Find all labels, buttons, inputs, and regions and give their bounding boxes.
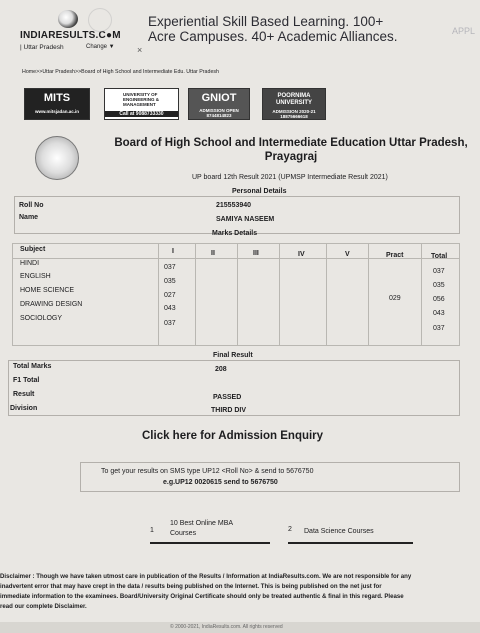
table-row-total: 056 — [433, 296, 445, 303]
col-header-i: I — [172, 248, 174, 255]
related-link-mba[interactable] — [150, 520, 270, 544]
sms-info-line1: To get your results on SMS type UP12 <Roll No> & send to 5676750 — [101, 468, 314, 475]
sms-info-box — [80, 462, 460, 492]
board-emblem-icon — [35, 136, 79, 180]
breadcrumb[interactable]: Home>>Uttar Pradesh>>Board of High School and Intermediate Edu. Uttar Pradesh — [22, 69, 219, 75]
logo-emblem-icon — [58, 10, 78, 28]
result-title: UP board 12th Result 2021 (UPMSP Intermediate Result 2021) — [192, 174, 388, 181]
banner-ad-mits[interactable]: MITS www.mitsjadan.ac.in — [24, 88, 90, 120]
personal-details-heading: Personal Details — [232, 188, 287, 195]
result-value: PASSED — [213, 394, 242, 401]
table-row-pract: 029 — [389, 295, 401, 302]
related-link-data-science[interactable] — [288, 520, 413, 544]
ad-apply-button[interactable]: APPL — [452, 26, 476, 36]
col-header-pract: Pract — [386, 252, 404, 259]
roll-no-value: 215553940 — [216, 202, 252, 209]
col-header-iii: III — [253, 250, 259, 257]
banner-ad-uem[interactable]: UNIVERSITY OF ENGINEERING & MANAGEMENT Call at 9088733330 — [104, 88, 179, 120]
final-result-heading: Final Result — [213, 352, 253, 359]
table-row-subject: DRAWING DESIGN — [20, 301, 83, 308]
table-row-subject: ENGLISH — [20, 273, 51, 280]
table-row-i: 035 — [164, 278, 176, 285]
total-marks-label: Total Marks — [13, 363, 52, 370]
table-row-total: 043 — [433, 310, 445, 317]
ad-headline-2[interactable]: Acre Campuses. 40+ Academic Alliances. — [148, 29, 398, 44]
location-label: | Uttar Pradesh — [20, 44, 64, 51]
col-header-iv: IV — [298, 251, 305, 258]
table-row-i: 027 — [164, 292, 176, 299]
ad-close-icon[interactable]: × — [137, 45, 143, 55]
table-row-subject: HOME SCIENCE — [20, 287, 75, 294]
link-label: Data Science Courses — [304, 528, 374, 535]
col-header-v: V — [345, 251, 350, 258]
link-label: 10 Best Online MBA — [170, 520, 234, 527]
change-location-button[interactable]: Change ▼ — [86, 44, 115, 50]
col-header-total: Total — [431, 253, 448, 260]
table-row-subject: HINDI — [20, 260, 40, 267]
name-value: SAMIYA NASEEM — [216, 216, 275, 223]
col-header-subject: Subject — [20, 246, 46, 253]
col-header-ii: II — [211, 250, 215, 257]
ad-headline-1[interactable]: Experiential Skill Based Learning. 100+ — [148, 14, 384, 29]
admission-enquiry-link[interactable]: Click here for Admission Enquiry — [142, 430, 324, 442]
result-label: Result — [13, 391, 35, 398]
total-marks-value: 208 — [215, 366, 227, 373]
link-label-2: Courses — [170, 530, 197, 537]
division-label: Division — [10, 405, 38, 412]
table-row-i: 037 — [164, 320, 176, 327]
footer-copyright: © 2000-2021, IndiaResults.com. All rights reserved — [170, 624, 283, 630]
disclaimer-text: Disclaimer : Though we have taken utmost care in publication of the Results / Information at IndiaResults.com. We are not responsible for any inadvertent error that may have crept in the data / results being published on the Internet. This is being published on the net just for immediate information to the examinees. Board/University Original Certificate should only be treated authentic & final in this regard. Please read our complete Disclaimer. — [0, 573, 412, 610]
banner-ad-poornima[interactable]: POORNIMA UNIVERSITY ADMISSION 2020-21 18875666618 — [262, 88, 326, 120]
table-row-total: 037 — [433, 268, 445, 275]
table-row-total: 035 — [433, 282, 445, 289]
board-title-line2: Prayagraj — [264, 151, 318, 163]
name-label: Name — [19, 214, 39, 221]
banner-ad-gniot[interactable]: GNIOT ADMISSION OPEN 8744814823 — [188, 88, 250, 120]
sms-info-line2: e.g.UP12 0020615 send to 5676750 — [163, 479, 278, 486]
division-value: THIRD DIV — [211, 407, 246, 414]
table-row-i: 043 — [164, 305, 176, 312]
marks-details-heading: Marks Details — [212, 230, 258, 237]
link-number: 1 — [150, 527, 154, 534]
f1-total-label: F1 Total — [13, 377, 40, 384]
board-title-line1: Board of High School and Intermediate Education Uttar Pradesh, — [114, 137, 468, 149]
table-row-subject: SOCIOLOGY — [20, 315, 63, 322]
roll-no-label: Roll No — [19, 202, 44, 209]
table-row-i: 037 — [164, 264, 176, 271]
table-row-total: 037 — [433, 325, 445, 332]
header-ad-icon — [88, 8, 112, 32]
link-number: 2 — [288, 526, 292, 533]
logo-text: INDIARESULTS.C●M — [20, 30, 121, 41]
